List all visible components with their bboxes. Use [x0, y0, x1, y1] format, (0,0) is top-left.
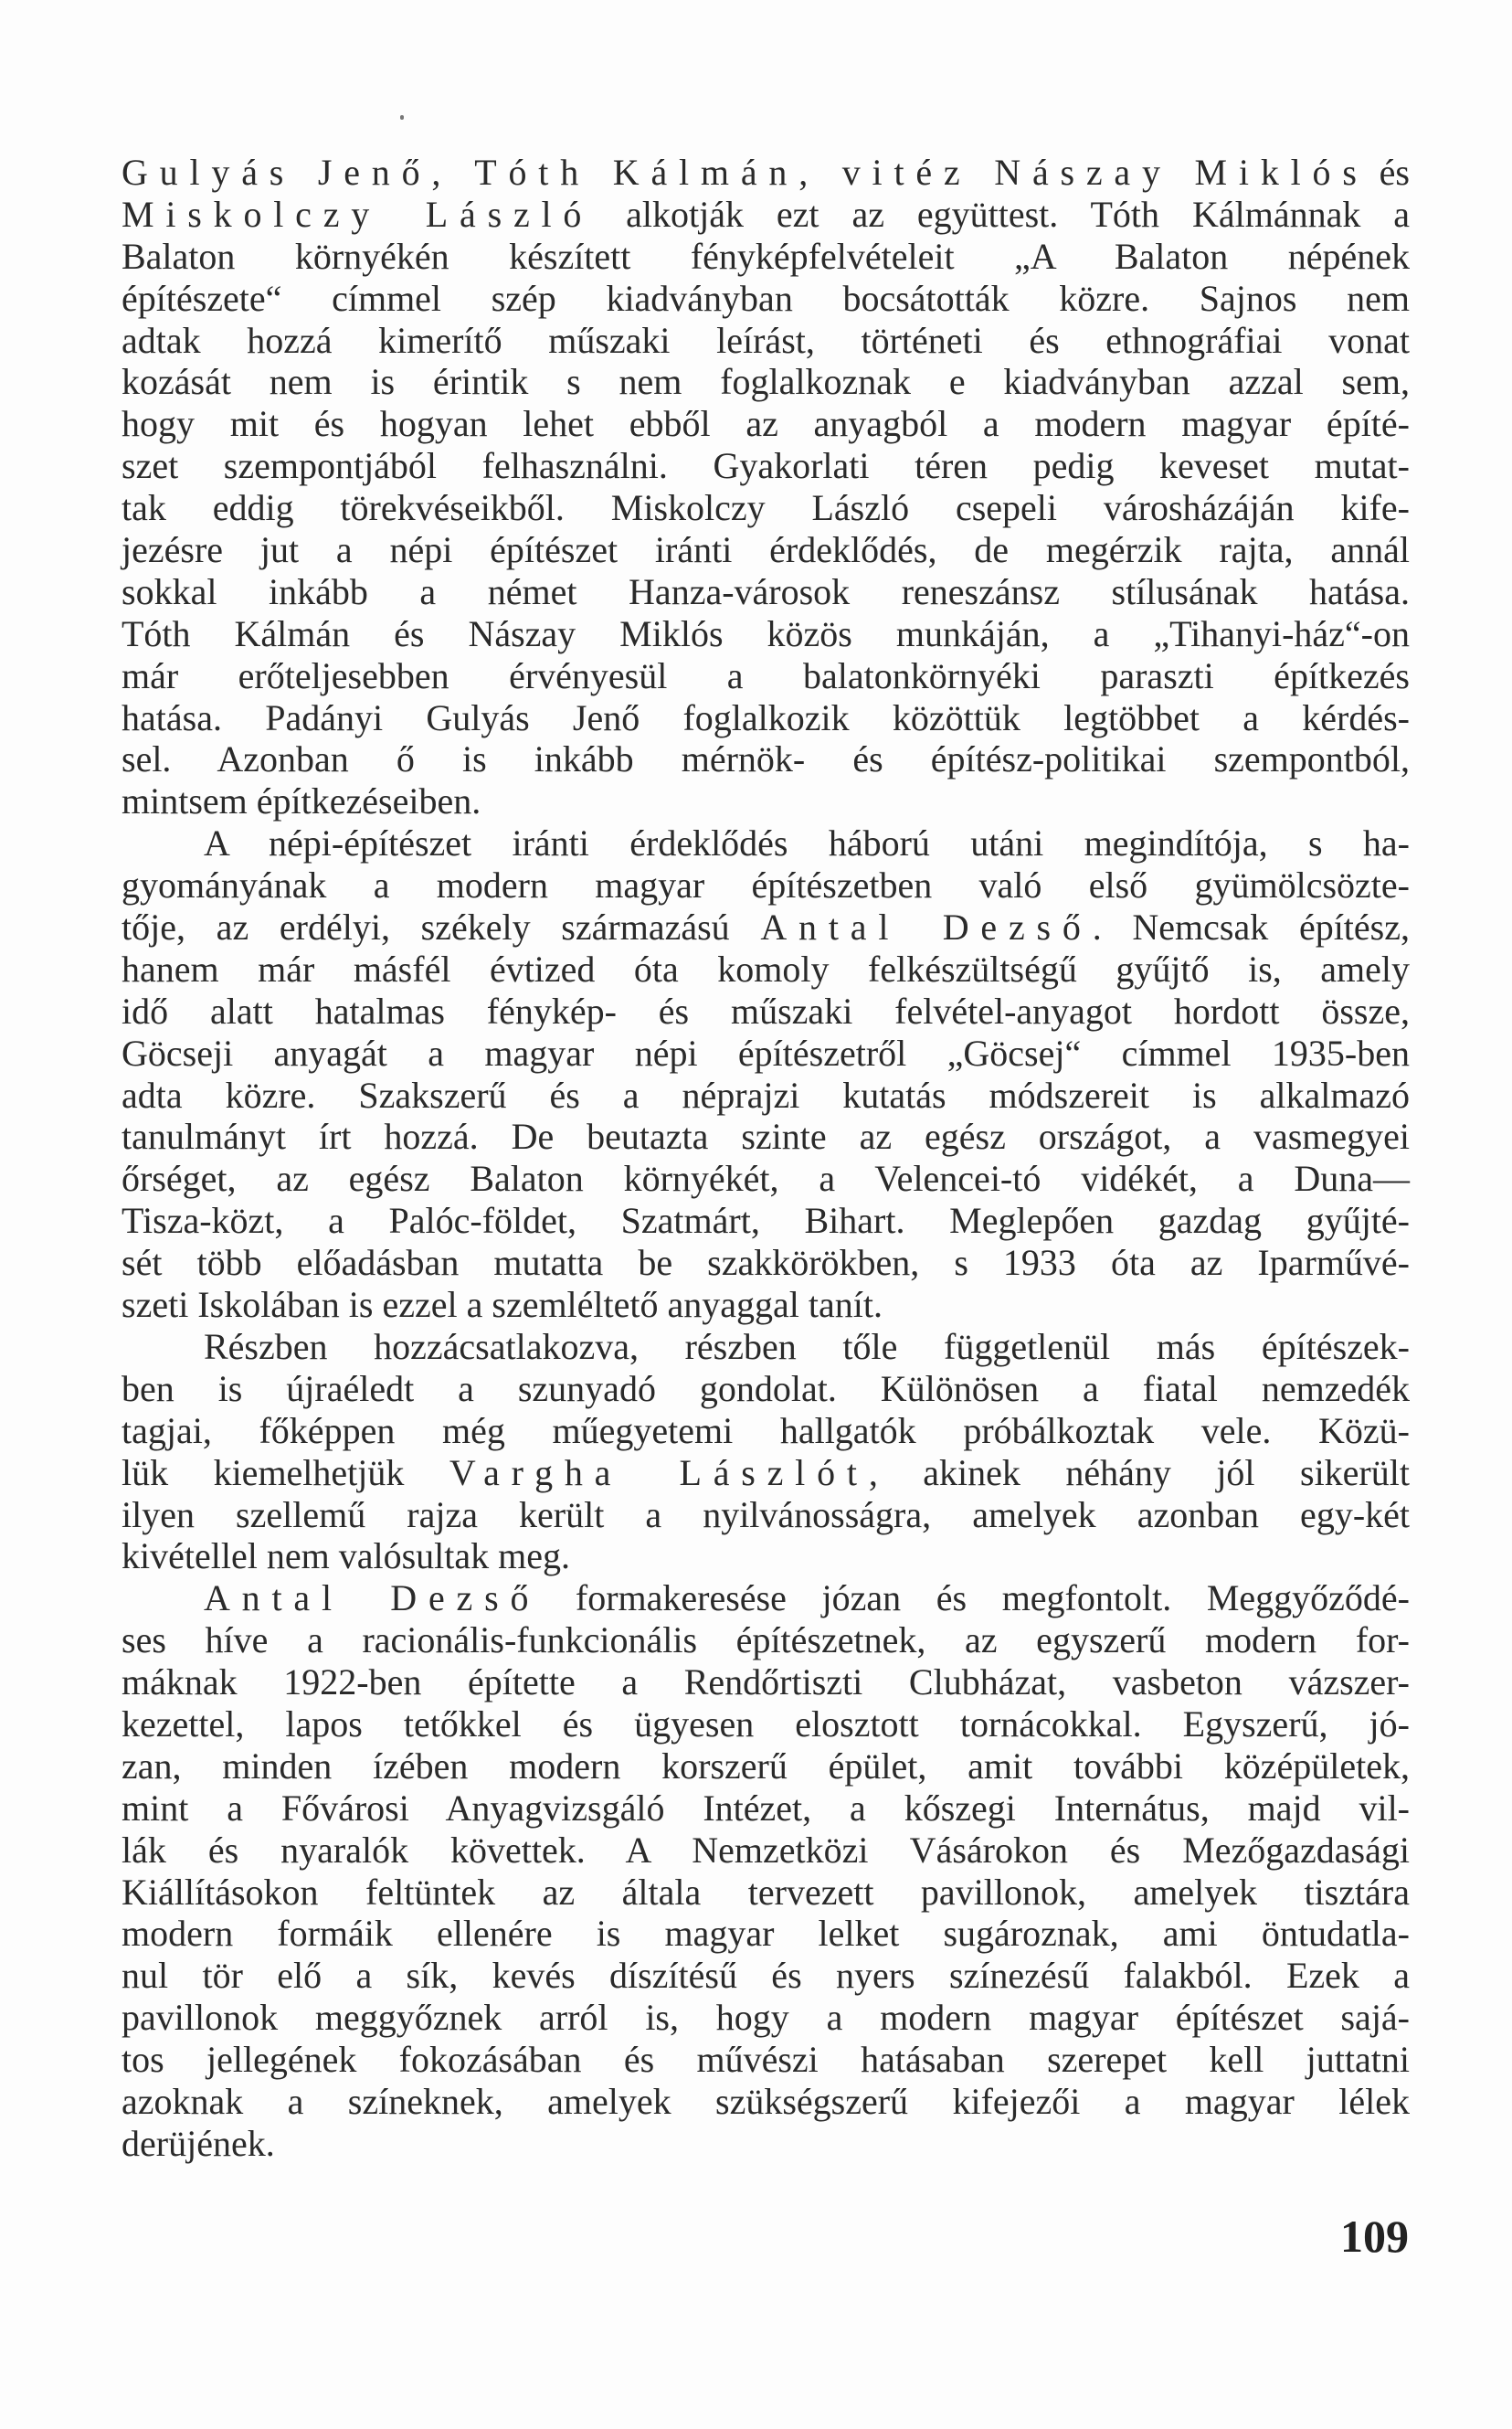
text-segment: pavillonok meggyőznek arról is, hogy a modern magyar építészet sajá- — [122, 1997, 1410, 2039]
text-line — [122, 1955, 1410, 1997]
text-segment: . Nemcsak építész, — [1092, 907, 1410, 949]
text-line — [122, 949, 1410, 991]
text-segment: szeti Iskolában is ezzel a szemléltető anyaggal tanít. — [122, 1284, 883, 1326]
text-segment: modern formáik ellenére is magyar lelket sugároznak, ami öntudatla- — [122, 1913, 1410, 1955]
spaced-name-text: Gulyás — [122, 152, 296, 193]
text-line — [122, 697, 1410, 739]
text-line — [122, 1745, 1410, 1787]
text-line — [122, 613, 1410, 655]
text-line — [122, 1116, 1410, 1158]
text-line — [122, 1075, 1410, 1117]
text-line — [122, 445, 1410, 487]
text-segment: A népi-építészet iránti érdeklődés háború utáni megindítója, s ha- — [204, 822, 1410, 864]
text-line — [122, 1284, 1410, 1326]
text-line — [122, 529, 1410, 571]
spaced-name-text: Antal Dezső — [760, 907, 1093, 949]
text-segment: ses híve a racionális-funkcionális építészetnek, az egyszerű modern for- — [122, 1619, 1410, 1661]
text-segment: máknak 1922-ben építette a Rendőrtiszti Clubházat, vasbeton vázszer- — [122, 1661, 1410, 1703]
text-segment: lük kiemelhetjük — [122, 1451, 449, 1493]
text-segment: Balaton környékén készített fényképfelvételeit „A Balaton népének — [122, 235, 1410, 277]
text-segment: , akinek néhány jól sikerült — [868, 1451, 1410, 1493]
text-segment: őrséget, az egész Balaton környékét, a Velencei-tó vidékét, a Duna— — [122, 1158, 1410, 1200]
scan-speck — [400, 115, 404, 120]
text-line — [122, 655, 1410, 697]
text-segment: ilyen szellemű rajza került a nyilvánosságra, amelyek azonban egy-két — [122, 1493, 1410, 1535]
text-segment: adta közre. Szakszerű és a néprajzi kutatás módszereit is alkalmazó — [122, 1074, 1410, 1116]
text-line — [122, 1033, 1410, 1075]
text-segment: tagjai, főképpen még műegyetemi hallgatók próbálkoztak vele. Közü- — [122, 1409, 1410, 1451]
text-line — [122, 1452, 1410, 1494]
text-segment: idő alatt hatalmas fénykép- és műszaki felvétel-anyagot hordott össze, — [122, 990, 1410, 1032]
text-segment: hatása. Padányi Gulyás Jenő foglalkozik közöttük legtöbbet a kérdés- — [122, 696, 1410, 738]
text-line — [122, 361, 1410, 403]
text-segment: jezésre jut a népi építészet iránti érdeklődés, de megérzik rajta, annál — [122, 529, 1410, 571]
text-line — [122, 2039, 1410, 2081]
text-line — [122, 1242, 1410, 1284]
text-line — [122, 738, 1410, 780]
text-line — [122, 864, 1410, 907]
text-segment: Tisza-közt, a Palóc-földet, Szatmárt, Bihart. Meglepően gazdag gyűjté- — [122, 1200, 1410, 1242]
text-segment: Kiállításokon feltüntek az általa tervezett pavillonok, amelyek tisztára — [122, 1871, 1410, 1913]
text-segment: zan, minden ízében modern korszerű épület, amit további középületek, — [122, 1745, 1410, 1787]
text-segment: építészete“ címmel szép kiadványban bocsátották közre. Sajnos nem — [122, 277, 1410, 319]
text-line — [122, 278, 1410, 320]
spaced-name-text: Vargha Lászlót — [449, 1451, 869, 1493]
text-line — [122, 822, 1410, 864]
text-segment: mint a Fővárosi Anyagvizsgáló Intézet, a kőszegi Internátus, majd vil- — [122, 1787, 1410, 1829]
text-line — [122, 780, 1410, 822]
text-line — [122, 1619, 1410, 1661]
text-segment: tos jellegének fokozásában és művészi hatásaban szerepet kell juttatni — [122, 2039, 1410, 2081]
paragraph — [122, 152, 1410, 822]
spaced-name-text: Jenő, Tóth Kálmán, vitéz Nászay Miklós — [295, 152, 1369, 193]
text-segment: kivétellel nem valósultak meg. — [122, 1535, 570, 1577]
text-line — [122, 1703, 1410, 1745]
text-segment: derüjének. — [122, 2122, 275, 2164]
paragraph — [122, 1577, 1410, 2164]
text-line — [122, 236, 1410, 278]
text-line — [122, 1535, 1410, 1577]
text-segment: kozását nem is érintik s nem foglalkoznak e kiadványban azzal sem, — [122, 361, 1410, 403]
text-segment: Göcseji anyagát a magyar népi építészetről „Göcsej“ címmel 1935-ben — [122, 1032, 1410, 1074]
text-line — [122, 907, 1410, 949]
text-segment: mintsem építkezéseiben. — [122, 780, 481, 822]
text-line — [122, 2081, 1410, 2123]
text-line — [122, 487, 1410, 529]
body-text — [122, 152, 1410, 2165]
text-segment: alkotják ezt az együttest. Tóth Kálmánnak a — [593, 193, 1411, 235]
paragraph — [122, 822, 1410, 1326]
text-segment: sokkal inkább a német Hanza-városok reneszánsz stílusának hatása. — [122, 570, 1410, 612]
text-segment: lák és nyaralók követtek. A Nemzetközi Vásárokon és Mezőgazdasági — [122, 1829, 1410, 1871]
text-segment: nul tör elő a sík, kevés díszítésű és nyers színezésű falakból. Ezek a — [122, 1955, 1410, 1997]
spaced-name-text: Miskolczy László — [122, 193, 594, 235]
text-line — [122, 1787, 1410, 1830]
text-segment: adtak hozzá kimerítő műszaki leírást, történeti és ethnográfiai vonat — [122, 319, 1410, 361]
text-line — [122, 2123, 1410, 2165]
text-segment: sét több előadásban mutatta be szakkörökben, s 1933 óta az Iparművé- — [122, 1242, 1410, 1284]
text-segment: azoknak a színeknek, amelyek szükségszerű kifejezői a magyar lélek — [122, 2080, 1410, 2122]
page-number: 109 — [1340, 2211, 1409, 2262]
text-line — [122, 1577, 1410, 1619]
text-line — [122, 1997, 1410, 2039]
text-line — [122, 403, 1410, 445]
text-segment: Tóth Kálmán és Nászay Miklós közös munkáján, a „Tihanyi-ház“-on — [122, 612, 1410, 654]
text-segment: szet szempontjából felhasználni. Gyakorlati téren pedig keveset mutat- — [122, 445, 1410, 487]
text-segment: már erőteljesebben érvényesül a balatonkörnyéki paraszti építkezés — [122, 654, 1410, 696]
text-segment: hanem már másfél évtized óta komoly felkészültségű gyűjtő is, amely — [122, 948, 1410, 990]
text-line — [122, 1326, 1410, 1368]
text-line — [122, 1200, 1410, 1242]
text-line — [122, 152, 1410, 194]
text-line — [122, 1410, 1410, 1452]
text-line — [122, 1494, 1410, 1536]
paragraph — [122, 1326, 1410, 1577]
text-segment: tanulmányt írt hozzá. De beutazta szinte az egész országot, a vasmegyei — [122, 1116, 1410, 1158]
text-line — [122, 571, 1410, 613]
text-segment: tője, az erdélyi, székely származású — [122, 907, 761, 949]
text-line — [122, 1830, 1410, 1872]
text-segment: formakeresése józan és megfontolt. Meggyőződé- — [540, 1577, 1410, 1619]
text-segment: hogy mit és hogyan lehet ebből az anyagból a modern magyar építé- — [122, 403, 1410, 445]
text-line — [122, 1872, 1410, 1914]
text-line — [122, 1913, 1410, 1955]
text-line — [122, 320, 1410, 362]
text-line — [122, 194, 1410, 236]
text-segment: Részben hozzácsatlakozva, részben tőle függetlenül más építészek- — [204, 1325, 1410, 1367]
text-line — [122, 991, 1410, 1033]
text-segment: kezettel, lapos tetőkkel és ügyesen elosztott tornácokkal. Egyszerű, jó- — [122, 1702, 1410, 1745]
text-line — [122, 1368, 1410, 1410]
text-segment: ben is újraéledt a szunyadó gondolat. Különösen a fiatal nemzedék — [122, 1367, 1410, 1409]
text-segment: tak eddig törekvéseikből. Miskolczy László csepeli városházáján kife- — [122, 487, 1410, 529]
text-line — [122, 1158, 1410, 1200]
text-line — [122, 1661, 1410, 1703]
text-segment: gyományának a modern magyar építészetben való első gyümölcsözte- — [122, 864, 1410, 907]
text-segment: és — [1368, 152, 1410, 193]
spaced-name-text: Antal Dezső — [204, 1577, 541, 1619]
text-segment: sel. Azonban ő is inkább mérnök- és építész-politikai szempontból, — [122, 738, 1410, 780]
